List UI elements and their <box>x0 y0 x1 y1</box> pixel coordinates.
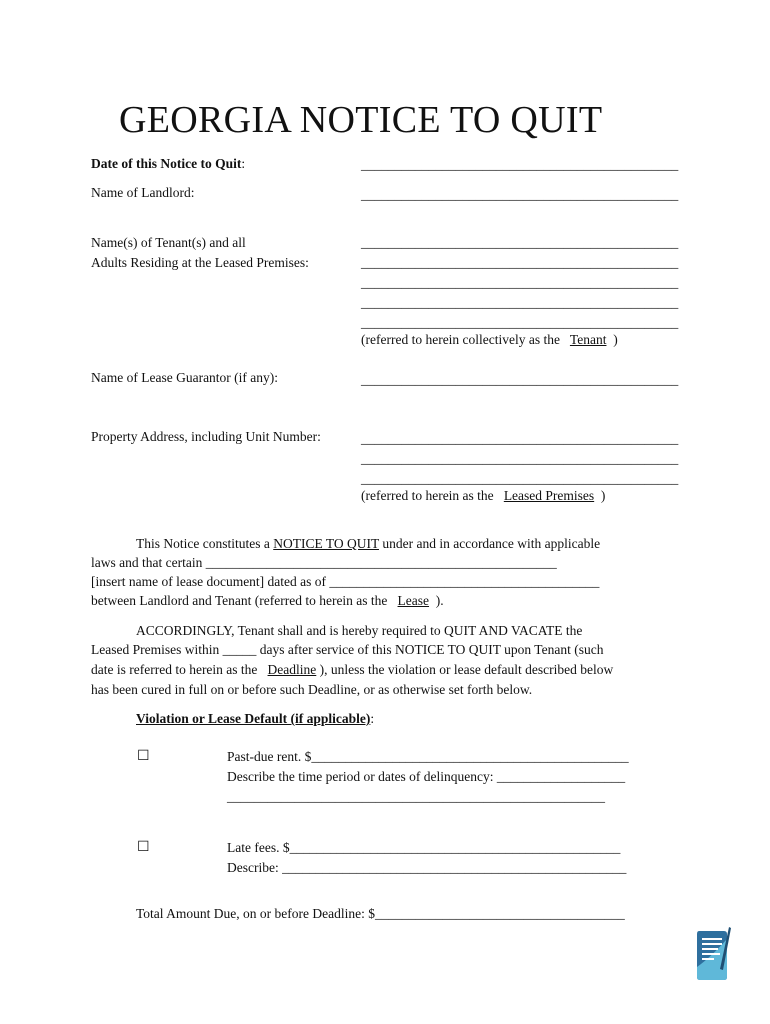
page-title: GEORGIA NOTICE TO QUIT <box>119 99 603 141</box>
tenant-field-3[interactable]: _______________________________________________ <box>361 275 679 290</box>
property-field-1[interactable]: _______________________________________________ <box>361 431 679 446</box>
premises-ref-suffix: ) <box>600 488 606 503</box>
notice-to-quit-term: NOTICE TO QUIT <box>273 536 379 551</box>
para1-line1 <box>136 537 600 551</box>
para1-l4-suffix: ). <box>435 593 444 608</box>
property-field-3[interactable]: _______________________________________________ <box>361 471 679 486</box>
para1-line3[interactable]: [insert name of lease document] dated as of ________________________________________ <box>91 574 600 589</box>
late-fees-describe-line[interactable]: Describe: ___________________________________________________ <box>227 860 627 875</box>
date-field[interactable]: _______________________________________________ <box>361 157 679 172</box>
date-label-colon: : <box>241 156 246 171</box>
delinquency-line[interactable]: Describe the time period or dates of delinquency: ___________________ <box>227 769 626 784</box>
tenant-ref-suffix: ) <box>613 332 618 347</box>
premises-term: Leased Premises <box>503 488 595 503</box>
para1-l4-prefix: between Landlord and Tenant (referred to herein as the <box>91 593 388 608</box>
guarantor-label: Name of Lease Guarantor (if any): <box>91 370 279 385</box>
past-due-rent-line[interactable]: Past-due rent. $_______________________________________________ <box>227 749 629 764</box>
para2-l3-prefix: date is referred to herein as the <box>91 662 258 677</box>
tenants-label-line2: Adults Residing at the Leased Premises: <box>91 255 309 270</box>
premises-ref-prefix: (referred to herein as the <box>361 488 494 503</box>
property-label: Property Address, including Unit Number: <box>91 429 321 444</box>
para2-line3 <box>91 663 613 677</box>
deadline-term: Deadline <box>267 662 317 677</box>
tenant-field-5[interactable]: _______________________________________________ <box>361 315 679 330</box>
landlord-field[interactable]: _______________________________________________ <box>361 187 679 202</box>
para1-l1-prefix: This Notice constitutes a <box>136 536 270 551</box>
total-amount-line[interactable]: Total Amount Due, on or before Deadline: $_____________________________________ <box>136 906 625 921</box>
tenant-field-2[interactable]: _______________________________________________ <box>361 255 679 270</box>
para2-line2[interactable]: Leased Premises within _____ days after service of this NOTICE TO QUIT upon Tenant (such <box>91 642 604 657</box>
para2-line1: ACCORDINGLY, Tenant shall and is hereby required to QUIT AND VACATE the <box>136 623 583 638</box>
lease-term: Lease <box>397 593 430 608</box>
tenants-label-line1: Name(s) of Tenant(s) and all <box>91 235 246 250</box>
landlord-label: Name of Landlord: <box>91 185 195 200</box>
date-label-text: Date of this Notice to Quit <box>91 156 242 171</box>
date-label <box>91 157 245 171</box>
document-logo-icon <box>693 927 731 981</box>
para1-line4 <box>91 594 444 608</box>
para1-line2[interactable]: laws and that certain ____________________________________________________ <box>91 555 557 570</box>
property-field-2[interactable]: _______________________________________________ <box>361 451 679 466</box>
tenant-field-4[interactable]: _______________________________________________ <box>361 295 679 310</box>
tenant-reference <box>361 333 618 347</box>
late-fees-checkbox[interactable]: ☐ <box>137 839 150 855</box>
premises-reference <box>361 489 605 503</box>
tenant-field-1[interactable]: _______________________________________________ <box>361 235 679 250</box>
violation-heading-colon: : <box>370 711 375 726</box>
para2-line4: has been cured in full on or before such Deadline, or as otherwise set forth below. <box>91 682 533 697</box>
violation-heading-text: Violation or Lease Default (if applicable) <box>136 711 371 726</box>
para2-l3-suffix: ), unless the violation or lease default described below <box>319 662 614 677</box>
tenant-ref-prefix: (referred to herein collectively as the <box>361 332 561 347</box>
tenant-term: Tenant <box>569 332 607 347</box>
guarantor-field[interactable]: _______________________________________________ <box>361 372 679 387</box>
delinquency-extra-line[interactable]: ________________________________________________________ <box>227 789 605 804</box>
violation-heading <box>136 712 374 726</box>
past-due-rent-checkbox[interactable]: ☐ <box>137 748 150 764</box>
para1-l1-suffix: under and in accordance with applicable <box>382 536 601 551</box>
late-fees-line[interactable]: Late fees. $_________________________________________________ <box>227 840 621 855</box>
